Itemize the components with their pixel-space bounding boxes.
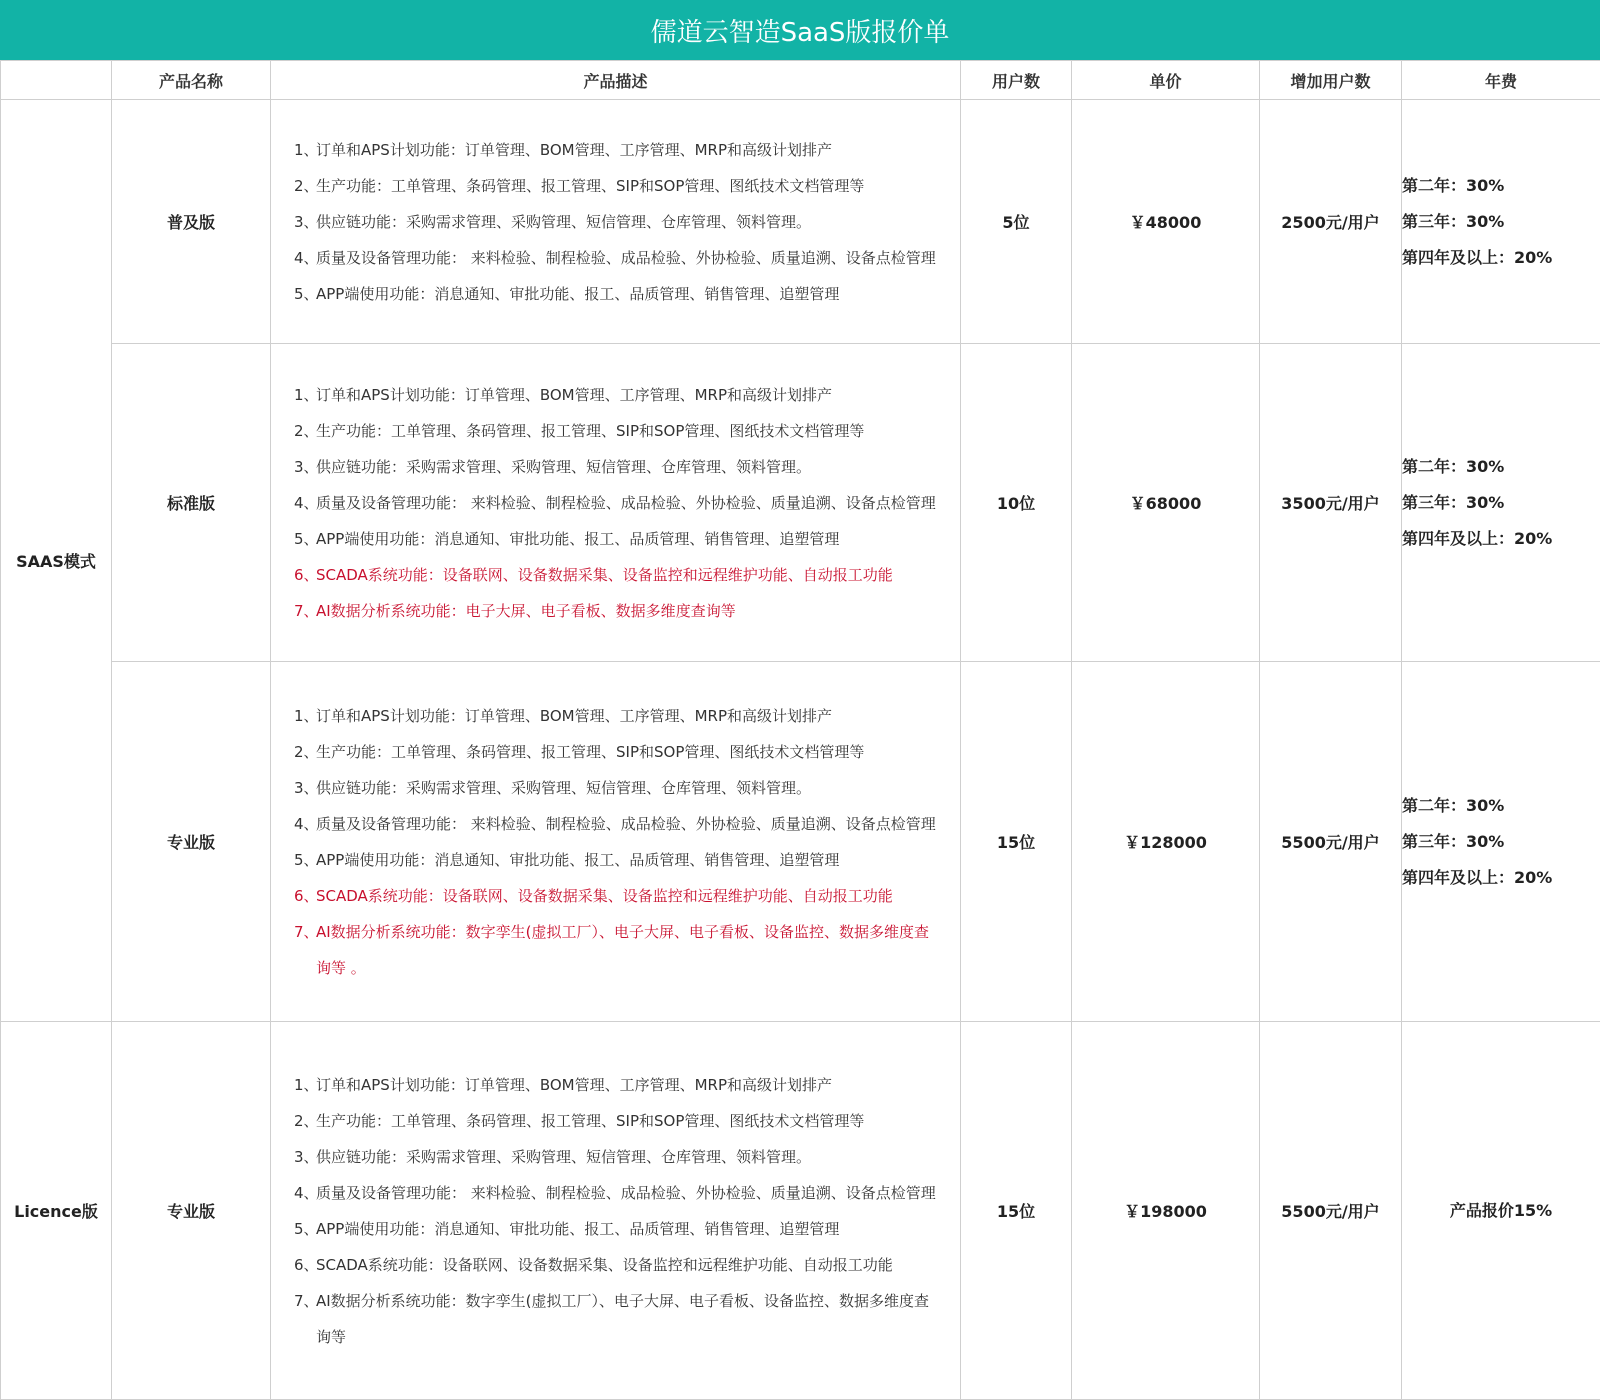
table-row	[1, 344, 1600, 662]
product-description-cell	[271, 1022, 961, 1400]
group-cell-licence: Licence版	[1, 1022, 112, 1400]
description-item-number: 6、	[294, 565, 319, 584]
description-item-text: APP端使用功能：消息通知、审批功能、报工、品质管理、销售管理、追塑管理	[316, 1219, 840, 1238]
annual-fee-cell	[1402, 100, 1600, 344]
product-description-cell	[271, 662, 961, 1022]
description-item-text: APP端使用功能：消息通知、审批功能、报工、品质管理、销售管理、追塑管理	[316, 284, 840, 303]
description-list	[271, 686, 960, 998]
header-cell-group	[1, 61, 112, 100]
description-item-text: 供应链功能：采购需求管理、采购管理、短信管理、仓库管理、领料管理。	[316, 457, 812, 476]
description-item-text: SCADA系统功能：设备联网、设备数据采集、设备监控和远程维护功能、自动报工功能	[316, 886, 893, 905]
description-item-number: 5、	[294, 284, 319, 303]
description-item-text: 生产功能：工单管理、条码管理、报工管理、SIP和SOP管理、图纸技术文档管理等	[316, 1111, 865, 1130]
table-row	[1, 1022, 1600, 1400]
description-item	[294, 914, 944, 986]
description-item	[294, 1211, 944, 1247]
description-item-text: AI数据分析系统功能：数字孪生(虚拟工厂）、电子大屏、电子看板、设备监控、数据多维度查询等 。	[316, 922, 930, 977]
user-count-cell: 10位	[961, 344, 1072, 662]
unit-price-cell: ￥198000	[1072, 1022, 1260, 1400]
annual-fee-item: 第四年及以上：20%	[1402, 867, 1553, 887]
description-item-text: 质量及设备管理功能： 来料检验、制程检验、成品检验、外协检验、质量追溯、设备点检管理	[316, 493, 936, 512]
description-item-text: 订单和APS计划功能：订单管理、BOM管理、工序管理、MRP和高级计划排产	[316, 140, 833, 159]
description-item-number: 2、	[294, 742, 319, 761]
description-item	[294, 1283, 944, 1355]
description-item	[294, 593, 944, 629]
description-item-number: 3、	[294, 1147, 319, 1166]
description-item-number: 1、	[294, 385, 319, 404]
annual-fee-cell	[1402, 662, 1600, 1022]
description-item-number: 3、	[294, 212, 319, 231]
description-item	[294, 1067, 944, 1103]
description-item-number: 7、	[294, 922, 319, 941]
description-item	[294, 806, 944, 842]
description-item	[294, 132, 944, 168]
annual-fee-cell	[1402, 1022, 1600, 1400]
annual-fee-item: 第四年及以上：20%	[1402, 247, 1553, 267]
description-item	[294, 1175, 944, 1211]
description-item	[294, 413, 944, 449]
description-item	[294, 377, 944, 413]
description-item-number: 5、	[294, 1219, 319, 1238]
description-item-text: 质量及设备管理功能： 来料检验、制程检验、成品检验、外协检验、质量追溯、设备点检管理	[316, 1183, 936, 1202]
description-item-number: 7、	[294, 601, 319, 620]
extra-user-price-cell: 2500元/用户	[1260, 100, 1402, 344]
description-item-number: 7、	[294, 1291, 319, 1310]
description-item	[294, 521, 944, 557]
description-item	[294, 1247, 944, 1283]
extra-user-price-cell: 5500元/用户	[1260, 1022, 1402, 1400]
quote-table	[0, 60, 1600, 1400]
annual-fee-item: 第四年及以上：20%	[1402, 528, 1553, 548]
annual-fee-cell	[1402, 344, 1600, 662]
description-item-number: 2、	[294, 421, 319, 440]
page-title: 儒道云智造SaaS版报价单	[650, 17, 950, 48]
description-item-number: 5、	[294, 529, 319, 548]
header-cell-users: 用户数	[961, 61, 1072, 100]
product-description-cell	[271, 344, 961, 662]
description-item-number: 2、	[294, 176, 319, 195]
annual-fee-item: 第三年：30%	[1402, 831, 1505, 851]
description-item	[294, 557, 944, 593]
description-item-text: 供应链功能：采购需求管理、采购管理、短信管理、仓库管理、领料管理。	[316, 1147, 812, 1166]
description-list	[271, 365, 960, 641]
description-item-number: 3、	[294, 457, 319, 476]
header-cell-description: 产品描述	[271, 61, 961, 100]
description-list	[271, 120, 960, 324]
header-cell-unit-price: 单价	[1072, 61, 1260, 100]
description-item	[294, 204, 944, 240]
product-description-cell	[271, 100, 961, 344]
description-item-text: APP端使用功能：消息通知、审批功能、报工、品质管理、销售管理、追塑管理	[316, 850, 840, 869]
description-item-number: 4、	[294, 814, 319, 833]
description-item-number: 4、	[294, 493, 319, 512]
header-cell-annual-fee: 年费	[1402, 61, 1600, 100]
description-item-number: 4、	[294, 248, 319, 267]
description-item	[294, 770, 944, 806]
description-item-text: APP端使用功能：消息通知、审批功能、报工、品质管理、销售管理、追塑管理	[316, 529, 840, 548]
header-cell-extra-user: 增加用户数	[1260, 61, 1402, 100]
product-name-cell: 专业版	[112, 662, 271, 1022]
user-count-cell: 15位	[961, 662, 1072, 1022]
table-row	[1, 662, 1600, 1022]
description-item-text: 订单和APS计划功能：订单管理、BOM管理、工序管理、MRP和高级计划排产	[316, 385, 833, 404]
description-item-text: 质量及设备管理功能： 来料检验、制程检验、成品检验、外协检验、质量追溯、设备点检管理	[316, 814, 936, 833]
description-item	[294, 878, 944, 914]
description-item-text: 供应链功能：采购需求管理、采购管理、短信管理、仓库管理、领料管理。	[316, 778, 812, 797]
unit-price-cell: ￥68000	[1072, 344, 1260, 662]
description-item-number: 1、	[294, 140, 319, 159]
extra-user-price-cell: 3500元/用户	[1260, 344, 1402, 662]
header-row	[1, 61, 1600, 100]
description-item-number: 1、	[294, 1075, 319, 1094]
header-cell-product-name: 产品名称	[112, 61, 271, 100]
description-item-number: 6、	[294, 1255, 319, 1274]
description-item-number: 6、	[294, 886, 319, 905]
annual-fee-item: 第二年：30%	[1402, 175, 1505, 195]
extra-user-price-cell: 5500元/用户	[1260, 662, 1402, 1022]
user-count-cell: 5位	[961, 100, 1072, 344]
description-item-number: 3、	[294, 778, 319, 797]
description-list	[271, 1055, 960, 1367]
product-name-cell: 专业版	[112, 1022, 271, 1400]
unit-price-cell: ￥128000	[1072, 662, 1260, 1022]
description-item-text: AI数据分析系统功能：数字孪生(虚拟工厂）、电子大屏、电子看板、设备监控、数据多维度查询等	[316, 1291, 930, 1346]
description-item	[294, 1103, 944, 1139]
description-item-text: 订单和APS计划功能：订单管理、BOM管理、工序管理、MRP和高级计划排产	[316, 706, 833, 725]
unit-price-cell: ￥48000	[1072, 100, 1260, 344]
description-item-text: 生产功能：工单管理、条码管理、报工管理、SIP和SOP管理、图纸技术文档管理等	[316, 742, 865, 761]
description-item-text: 订单和APS计划功能：订单管理、BOM管理、工序管理、MRP和高级计划排产	[316, 1075, 833, 1094]
description-item-text: AI数据分析系统功能：电子大屏、电子看板、数据多维度查询等	[316, 601, 736, 620]
description-item-number: 4、	[294, 1183, 319, 1202]
description-item-number: 2、	[294, 1111, 319, 1130]
description-item-number: 1、	[294, 706, 319, 725]
description-item-text: 供应链功能：采购需求管理、采购管理、短信管理、仓库管理、领料管理。	[316, 212, 812, 231]
description-item	[294, 168, 944, 204]
description-item-text: 生产功能：工单管理、条码管理、报工管理、SIP和SOP管理、图纸技术文档管理等	[316, 176, 865, 195]
description-item-number: 5、	[294, 850, 319, 869]
description-item	[294, 842, 944, 878]
title-bar	[0, 0, 1600, 60]
annual-fee-item: 第二年：30%	[1402, 795, 1505, 815]
description-item	[294, 485, 944, 521]
description-item-text: SCADA系统功能：设备联网、设备数据采集、设备监控和远程维护功能、自动报工功能	[316, 1255, 893, 1274]
description-item	[294, 698, 944, 734]
description-item	[294, 276, 944, 312]
user-count-cell: 15位	[961, 1022, 1072, 1400]
group-cell-saas: SAAS模式	[1, 100, 112, 1022]
description-item	[294, 449, 944, 485]
annual-fee-item: 第三年：30%	[1402, 211, 1505, 231]
description-item-text: 生产功能：工单管理、条码管理、报工管理、SIP和SOP管理、图纸技术文档管理等	[316, 421, 865, 440]
annual-fee-item: 第三年：30%	[1402, 492, 1505, 512]
description-item	[294, 240, 944, 276]
description-item-text: 质量及设备管理功能： 来料检验、制程检验、成品检验、外协检验、质量追溯、设备点检管理	[316, 248, 936, 267]
description-item	[294, 734, 944, 770]
product-name-cell: 普及版	[112, 100, 271, 344]
description-item	[294, 1139, 944, 1175]
description-item-text: SCADA系统功能：设备联网、设备数据采集、设备监控和远程维护功能、自动报工功能	[316, 565, 893, 584]
table-row	[1, 100, 1600, 344]
annual-fee-item: 第二年：30%	[1402, 456, 1505, 476]
annual-fee-item: 产品报价15%	[1449, 1200, 1553, 1220]
product-name-cell: 标准版	[112, 344, 271, 662]
